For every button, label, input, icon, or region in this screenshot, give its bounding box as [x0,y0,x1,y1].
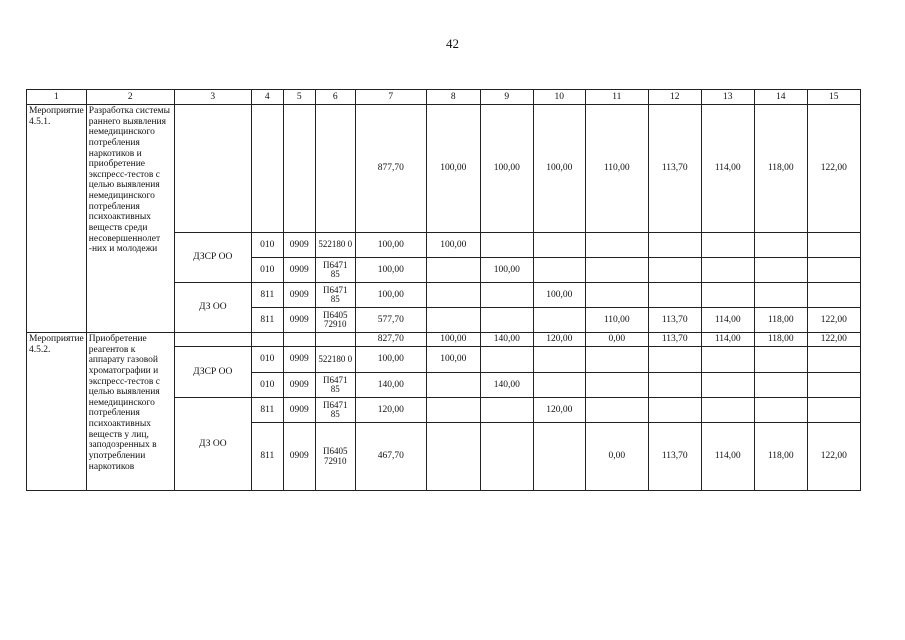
header-cell: 3 [174,90,251,105]
cell: 0909 [283,347,315,373]
table-row [27,105,861,233]
cell: 100,00 [355,258,426,283]
cell: 010 [251,373,283,398]
header-cell: 15 [807,90,860,105]
cell: 467,70 [355,423,426,491]
cell: 811 [251,283,283,308]
cell: 122,00 [807,423,860,491]
cell: 100,00 [355,347,426,373]
cell: П6471 85 [315,258,355,283]
header-cell: 13 [701,90,754,105]
cell: 118,00 [754,423,807,491]
org-cell: ДЗСР ОО [174,233,251,283]
cell: 522180 0 [315,233,355,258]
total-cell: 118,00 [754,333,807,347]
cell: 010 [251,258,283,283]
cell: 811 [251,423,283,491]
total-cell: 122,00 [807,105,860,233]
total-cell: 0,00 [585,333,648,347]
total-cell: 122,00 [807,333,860,347]
cell: 114,00 [701,308,754,333]
cell: 0909 [283,373,315,398]
cell: П6471 85 [315,398,355,423]
cell: 140,00 [480,373,533,398]
cell: 120,00 [533,398,585,423]
header-cell: 10 [533,90,585,105]
header-cell: 12 [648,90,701,105]
cell: 0,00 [585,423,648,491]
cell: 100,00 [480,258,533,283]
cell: 118,00 [754,308,807,333]
cell: 010 [251,347,283,373]
budget-table [26,89,861,491]
header-cell: 2 [86,90,174,105]
header-cell: 7 [355,90,426,105]
header-cell: 14 [754,90,807,105]
table-row [27,333,861,347]
cell: 122,00 [807,308,860,333]
total-cell: 140,00 [480,333,533,347]
cell: 100,00 [533,283,585,308]
header-cell: 5 [283,90,315,105]
total-cell: 113,70 [648,105,701,233]
header-cell: 8 [426,90,480,105]
header-cell: 6 [315,90,355,105]
cell: П6471 85 [315,373,355,398]
measure-id: Мероприятие 4.5.2. [27,333,87,491]
total-cell: 118,00 [754,105,807,233]
total-cell: 100,00 [426,105,480,233]
cell: 100,00 [426,233,480,258]
total-cell: 100,00 [533,105,585,233]
cell: 100,00 [426,347,480,373]
cell: 0909 [283,398,315,423]
cell: 114,00 [701,423,754,491]
header-cell: 11 [585,90,648,105]
header-cell: 4 [251,90,283,105]
measure-id: Мероприятие 4.5.1. [27,105,87,333]
org-cell: ДЗСР ОО [174,347,251,398]
total-cell: 827,70 [355,333,426,347]
cell: П6471 85 [315,283,355,308]
header-cell: 9 [480,90,533,105]
header-cell: 1 [27,90,87,105]
cell: 140,00 [355,373,426,398]
cell: 0909 [283,258,315,283]
total-cell: 120,00 [533,333,585,347]
cell: 811 [251,398,283,423]
page-number: 42 [446,36,459,51]
cell: 0909 [283,283,315,308]
cell: 0909 [283,308,315,333]
measure-description: Приобретение реагентов к аппарату газовой хроматографии и экспресс-тестов с целью выявления немедицинского потребления психоактивных веществ у лиц, заподозренных в употреблении наркотиков [86,333,174,491]
total-cell: 114,00 [701,105,754,233]
cell: 522180 0 [315,347,355,373]
cell: 811 [251,308,283,333]
cell: 110,00 [585,308,648,333]
cell: 577,70 [355,308,426,333]
cell: 120,00 [355,398,426,423]
cell: П6405 72910 [315,423,355,491]
cell: 0909 [283,233,315,258]
total-cell: 100,00 [426,333,480,347]
cell: 010 [251,233,283,258]
total-cell: 110,00 [585,105,648,233]
measure-description: Разработка системы раннего выявления немедицинского потребления наркотиков и приобретение экспресс-тестов с целью выявления немедицинского потребления психоактивных веществ среди несовершеннолет -них и молодежи [86,105,174,333]
cell: П6405 72910 [315,308,355,333]
total-cell: 100,00 [480,105,533,233]
cell: 0909 [283,423,315,491]
org-cell: ДЗ ОО [174,283,251,333]
cell: 113,70 [648,423,701,491]
total-cell: 113,70 [648,333,701,347]
total-cell: 877,70 [355,105,426,233]
total-cell: 114,00 [701,333,754,347]
org-cell: ДЗ ОО [174,398,251,491]
cell: 100,00 [355,233,426,258]
header-row [27,90,861,105]
cell: 100,00 [355,283,426,308]
cell: 113,70 [648,308,701,333]
